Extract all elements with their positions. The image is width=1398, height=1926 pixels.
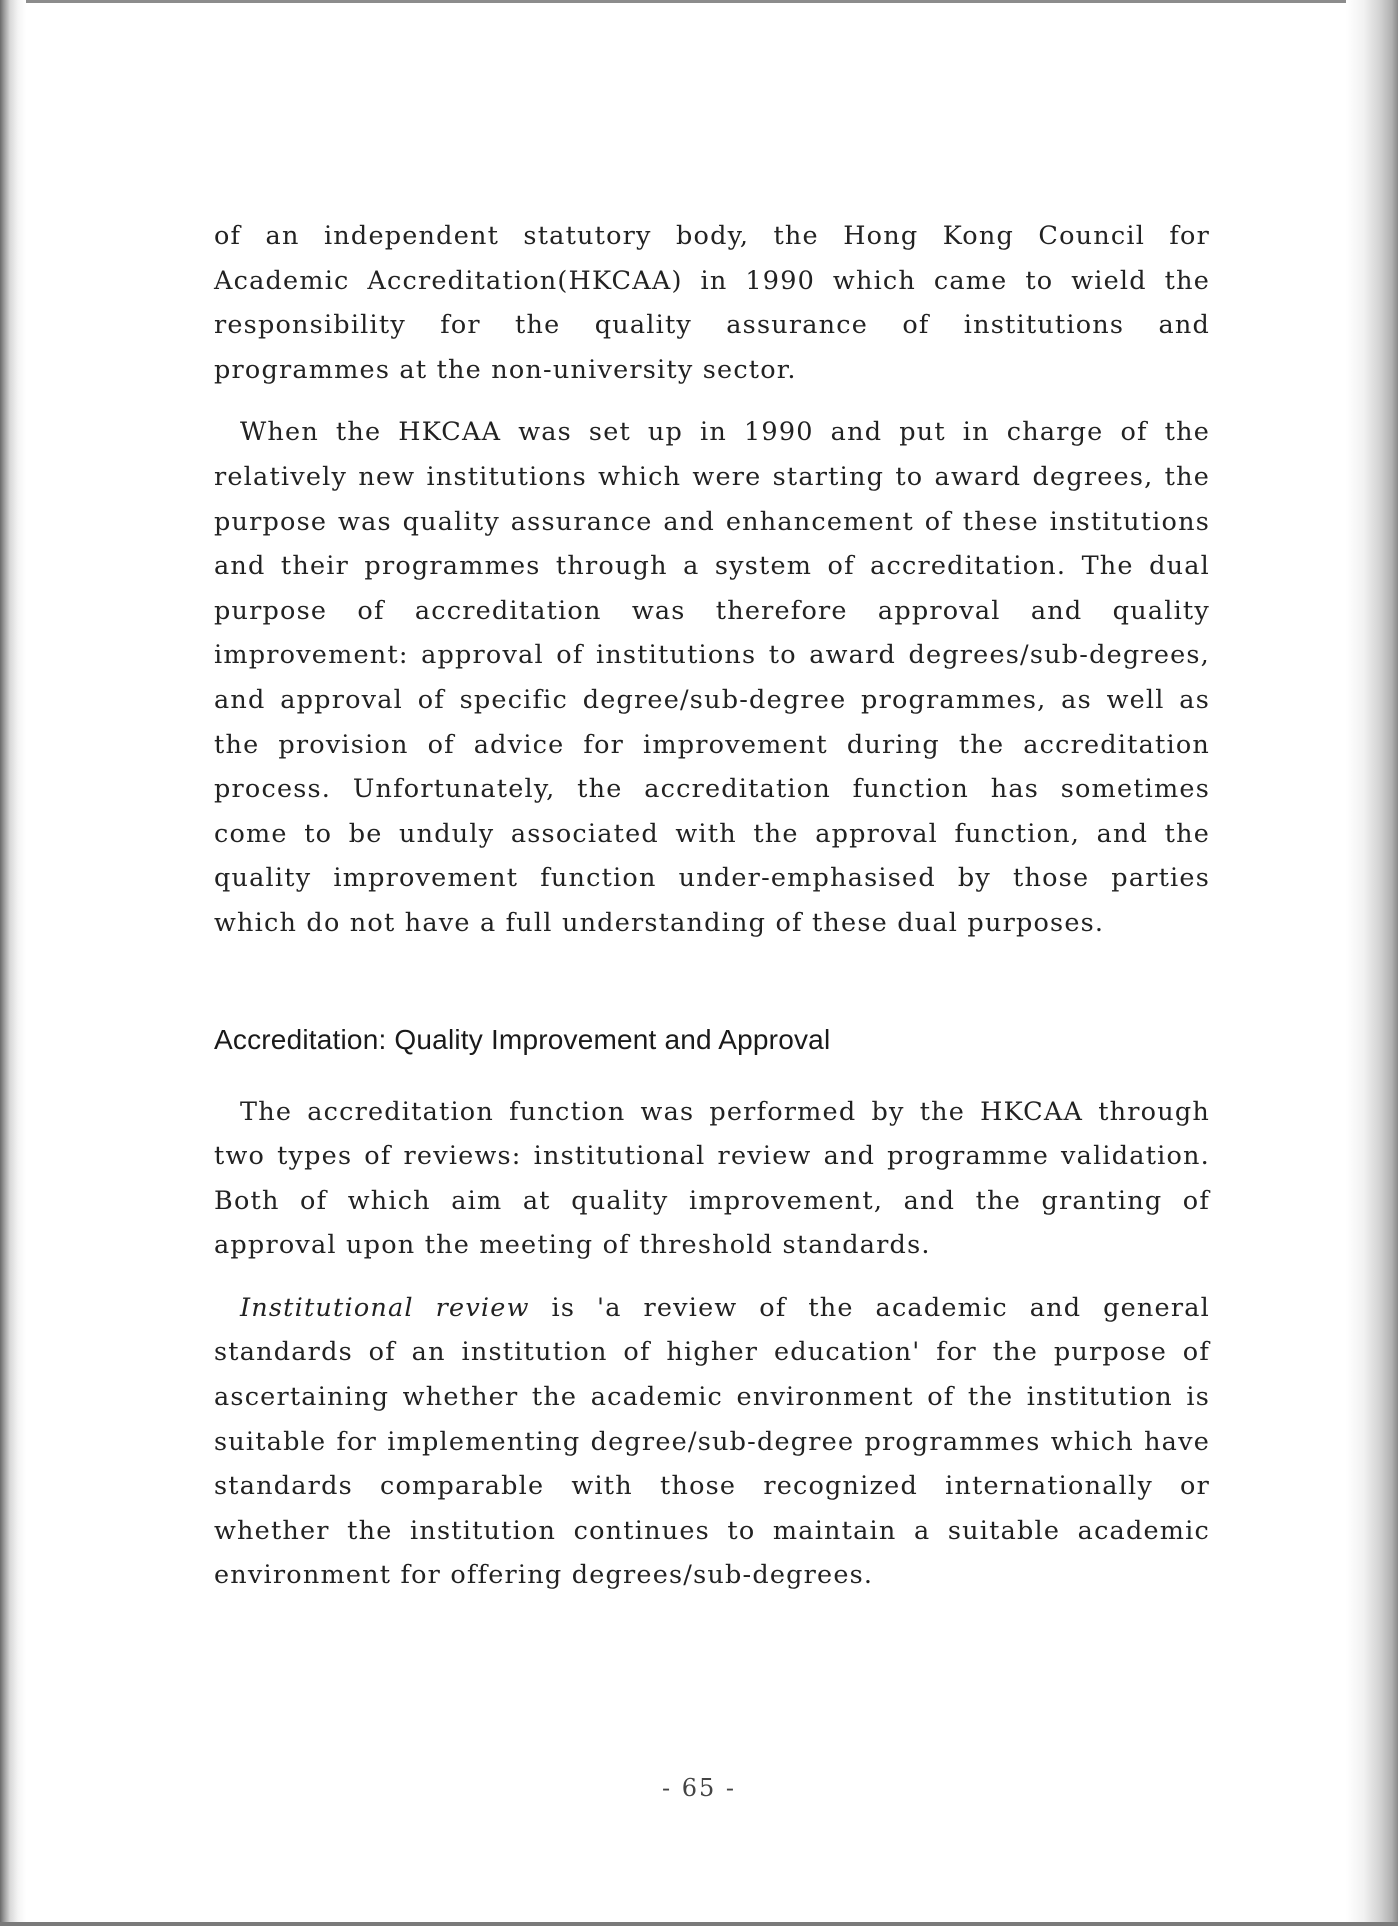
page-body: [214, 214, 1210, 1598]
paragraph-3: The accreditation function was performed by the HKCAA through two types of reviews: institutional review and programme validation. Both of which aim at quality improvement, and the granting of approval upon the meeting of threshold standards.: [214, 1096, 1210, 1261]
page-right-edge-shadow: [1346, 0, 1398, 1926]
paragraph-4-text: is 'a review of the academic and general standards of an institution of higher education' for the purpose of ascertaining whether the academic environment of the institution is suitable for implementing degree/sub-degree programmes which have standards comparable with those recognized internationally or whether the institution continues to maintain a suitable academic environment for offering degrees/sub-degrees.: [214, 1292, 1210, 1591]
page-left-edge-shadow: [0, 0, 26, 1926]
paragraph-1: of an independent statutory body, the Hong Kong Council for Academic Accreditation(HKCAA) in 1990 which came to wield the responsibility for the quality assurance of institutions and programmes at the non-university sector.: [214, 221, 1210, 385]
page-number: - 65 -: [661, 1774, 736, 1802]
section-heading: Accreditation: Quality Improvement and Approval: [214, 1023, 831, 1055]
page-top-edge: [0, 0, 1398, 3]
paragraph-4-term: Institutional review: [240, 1292, 530, 1323]
paragraph-2: When the HKCAA was set up in 1990 and put in charge of the relatively new institutions which were starting to award degrees, the purpose was quality assurance and enhancement of these institutions and their programmes through a system of accreditation. The dual purpose of accreditation was therefore approval and quality improvement: approval of institutions to award degrees/sub-degrees, and approval of specific degree/sub-degree programmes, as well as the provision of advice for improvement during the accreditation process. Unfortunately, the accreditation function has sometimes come to be unduly associated with the approval function, and the quality improvement function under-emphasised by those parties which do not have a full understanding of these dual purposes.: [214, 417, 1210, 938]
paragraph-4: [214, 1286, 1210, 1598]
page-bottom-edge: [0, 1922, 1398, 1926]
